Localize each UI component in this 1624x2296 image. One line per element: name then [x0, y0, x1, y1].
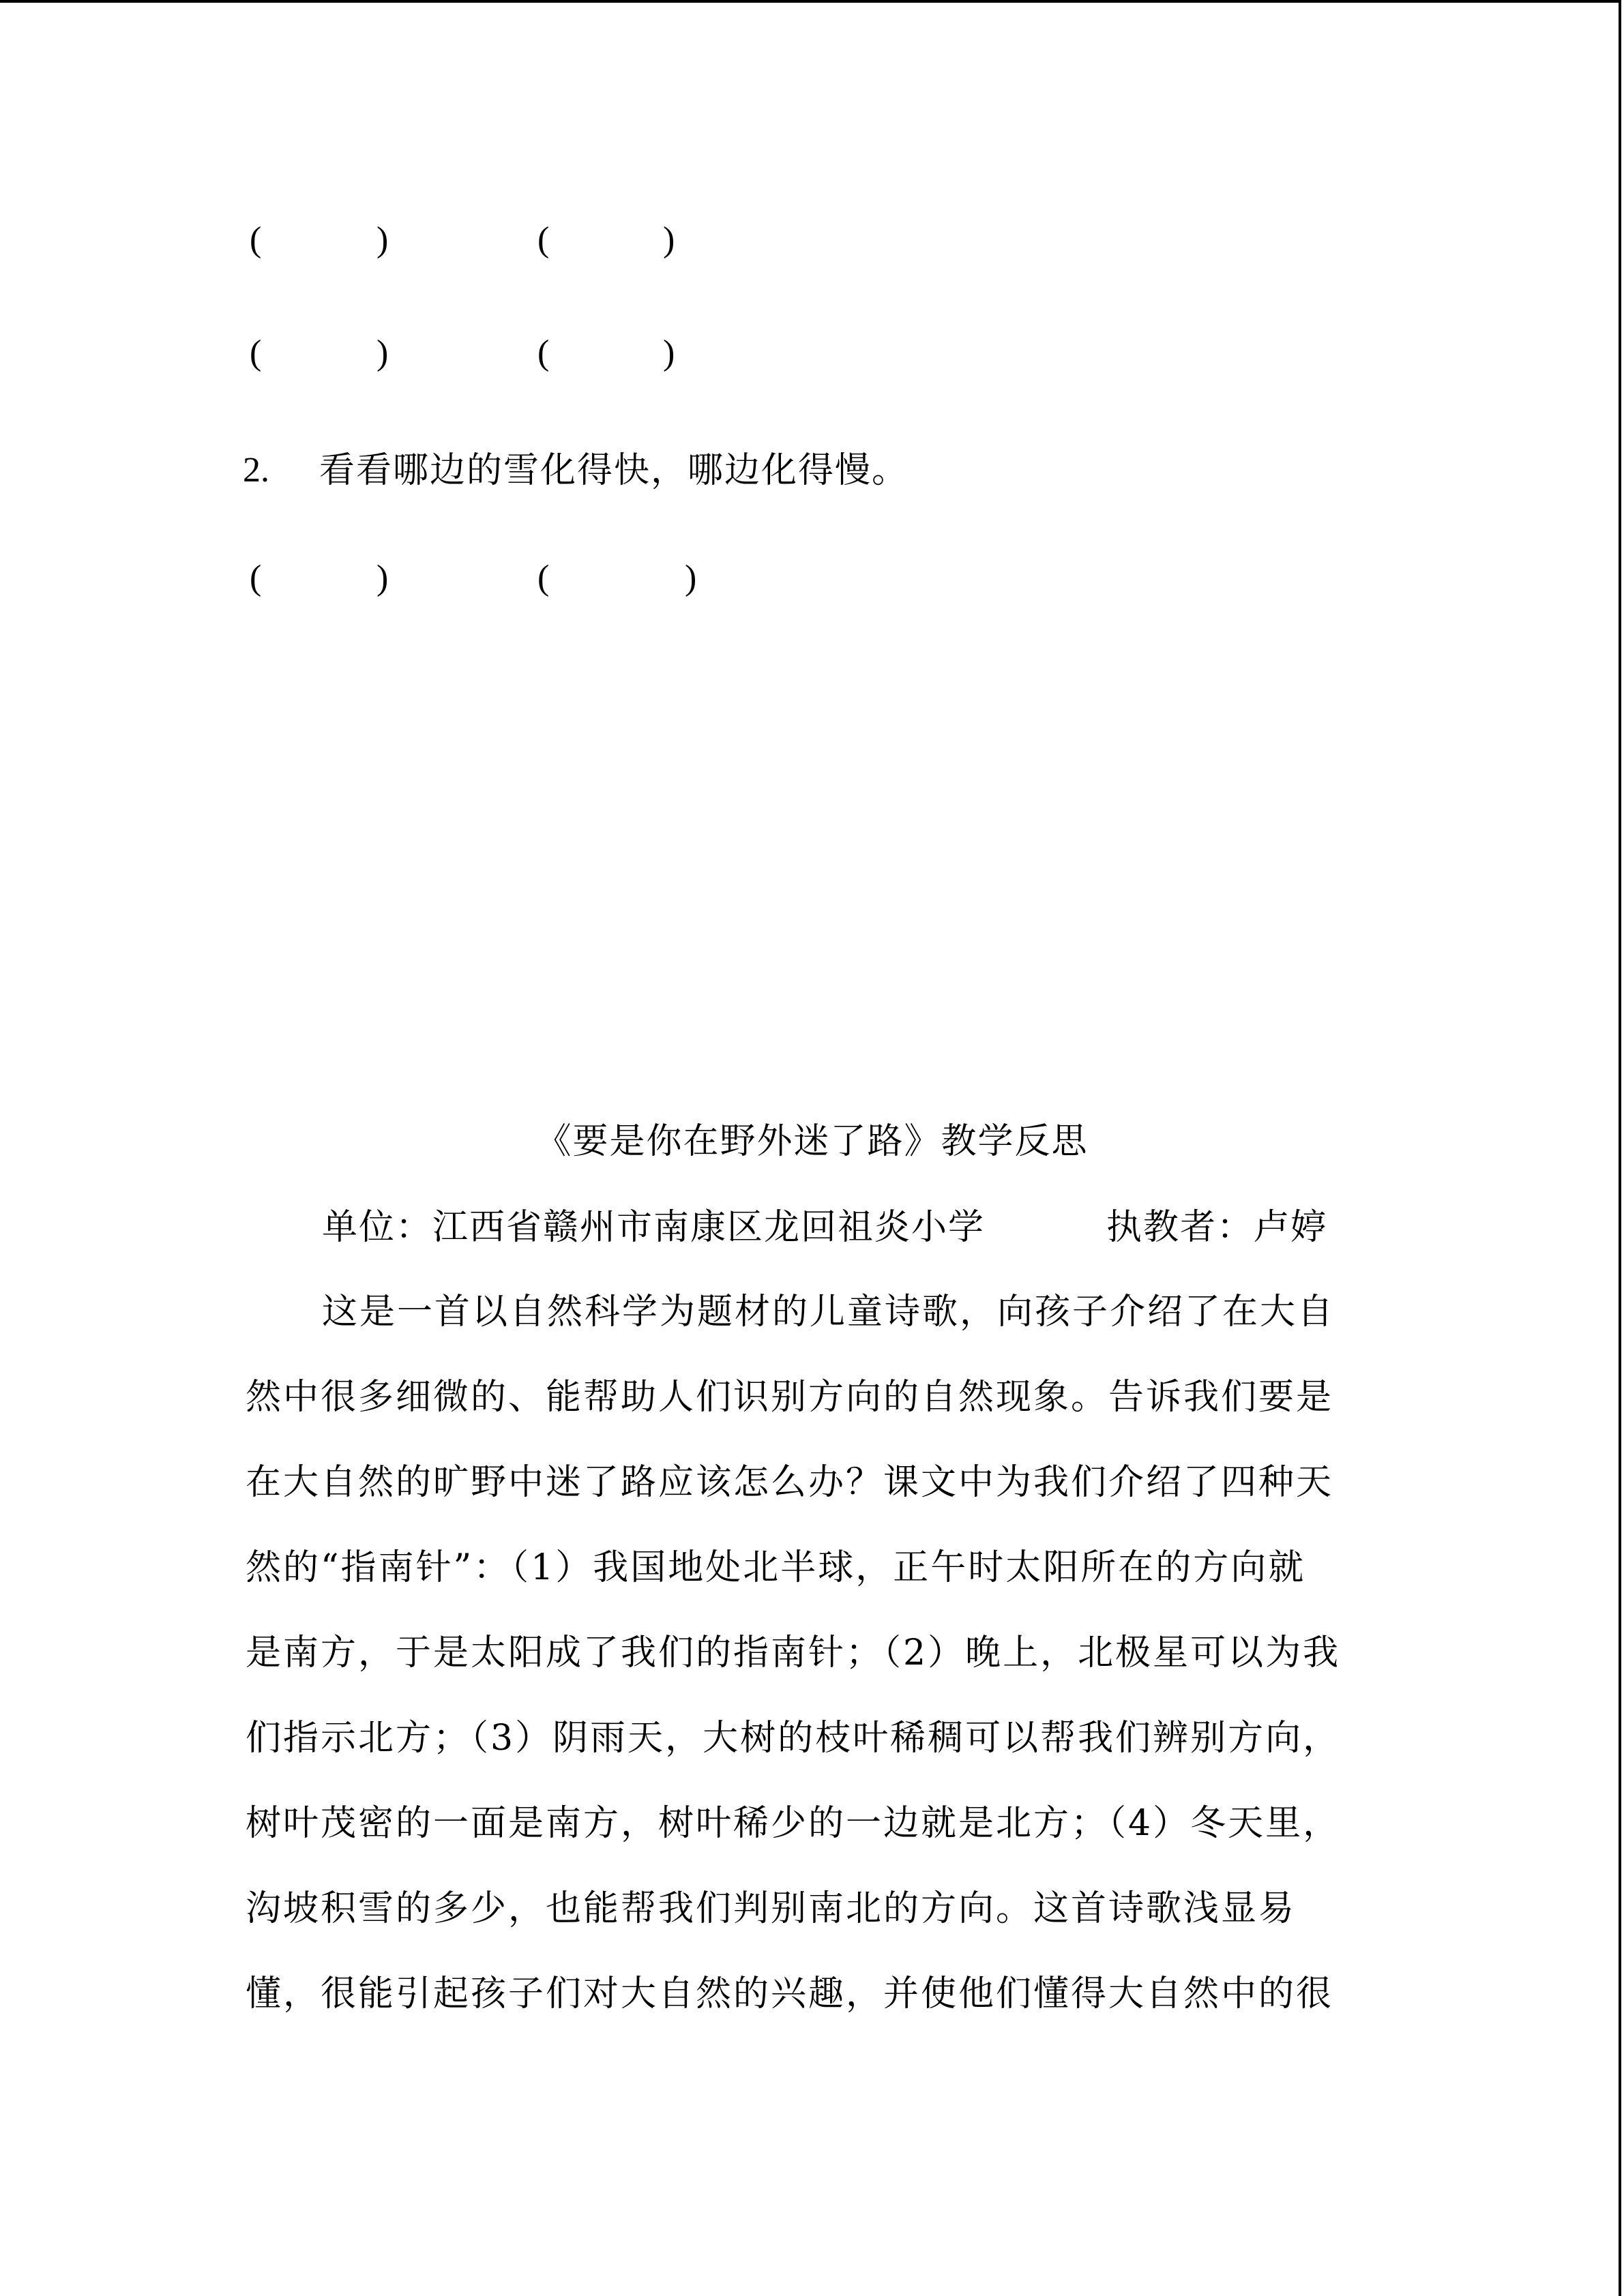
- teacher-label: 执教者：卢婷: [1106, 1207, 1328, 1248]
- item-number: 2.: [243, 451, 269, 490]
- blank-close-paren: ): [663, 333, 675, 372]
- paragraph-line: 在大自然的旷野中迷了路应该怎么办？课文中为我们介绍了四种天: [246, 1462, 1334, 1503]
- blank-open-paren: (: [537, 558, 550, 597]
- paragraph-line: 沟坡积雪的多少，也能帮我们判别南北的方向。这首诗歌浅显易: [246, 1888, 1297, 1929]
- paragraph-line: 然的“指南针”：（1）我国地处北半球，正午时太阳所在的方向就: [246, 1547, 1306, 1588]
- blank-close-paren: ): [377, 220, 389, 259]
- paragraph-line: 然中很多细微的、能帮助人们识别方向的自然现象。告诉我们要是: [246, 1377, 1334, 1418]
- blank-open-paren: (: [250, 333, 262, 372]
- paragraph-line: 树叶茂密的一面是南方，树叶稀少的一边就是北方；（4）冬天里，: [246, 1803, 1341, 1844]
- blank-open-paren: (: [537, 333, 550, 372]
- blank-open-paren: (: [250, 558, 262, 597]
- paragraph-line: 这是一首以自然科学为题材的儿童诗歌，向孩子介绍了在大自: [322, 1292, 1335, 1332]
- blank-close-paren: ): [663, 220, 675, 259]
- blank-close-paren: ): [377, 558, 389, 597]
- paragraph-line: 们指示北方；（3）阴雨天，大树的枝叶稀稠可以帮我们辨别方向，: [246, 1718, 1341, 1759]
- blank-close-paren: ): [685, 558, 697, 597]
- blank-open-paren: (: [537, 220, 550, 259]
- paragraph-line: 是南方，于是太阳成了我们的指南针；（2）晚上，北极星可以为我: [246, 1632, 1341, 1673]
- blank-close-paren: ): [377, 333, 389, 372]
- paragraph-line: 懂，很能引起孩子们对大自然的兴趣，并使他们懂得大自然中的很: [246, 1973, 1334, 2014]
- item-text: 看看哪边的雪化得快，哪边化得慢。: [319, 450, 909, 491]
- reflection-title: 《要是你在野外迷了路》教学反思: [535, 1121, 1089, 1162]
- unit-label: 单位：江西省赣州市南康区龙回祖炎小学: [322, 1207, 986, 1248]
- blank-open-paren: (: [250, 220, 262, 259]
